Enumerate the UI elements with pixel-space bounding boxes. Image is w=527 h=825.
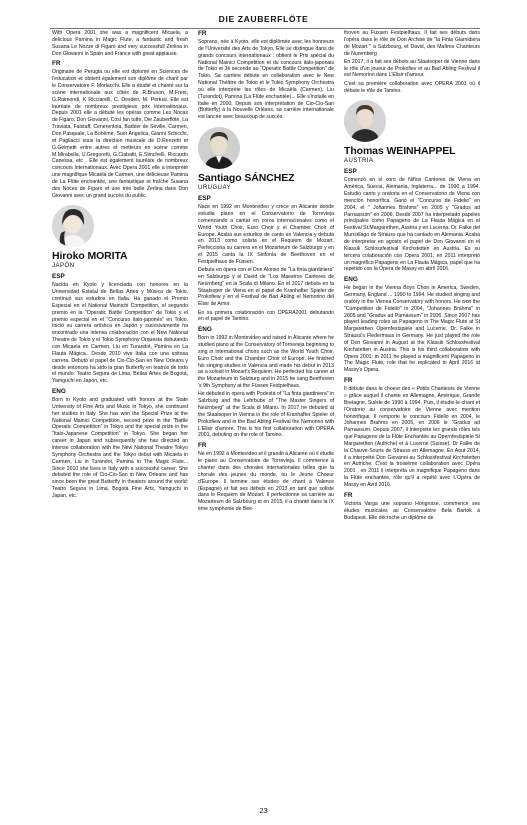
intro-en-paragraph: With Opera 2001 she was a magnificent Micaela, a delicious Pamina in Magic Flute, a fantastic and fresh Susana Le Nozze di Figaro and very successfull Zerlina in Don Giovanni in Spain and France with great applause. <box>52 30 188 57</box>
fr-continued-paragraph-2: En 2017, il a fait ses débuts au Staatsoper de Vienne dans le rôle d'un joueur de Prokofiev et au Bad Abling Festival il est Nemorino dans L'Elisir d'amour. <box>344 58 480 79</box>
singer-photo-sanchez <box>198 127 240 169</box>
singer-name-sanchez: Santiago SÁNCHEZ <box>198 172 295 185</box>
header-divider <box>50 28 480 29</box>
eng-paragraph-2: He debuted in opera with Podestà of "La finta giardiniera" in Salzburg and the Lehrbube of "The Master Singers of Neürnberg" at the Scala di Milano. In 2017 he debuted at the Staatsoper in Vienna in the role of Kranhafter Spieler of Prokofiew and in the Bad Abling Festival the Nemorino with L'Elisir d'amore. This is his first collaboration with OPERA 2001, debuting on the role of Tamino. <box>198 391 334 439</box>
fr-paragraph: Soprano, née à Kyoto, elle est diplômée avec les honneurs de l'Université des Arts de Tokyo. Elle se distingue dans de grands concours internationaux : obtient le Prix spécial du National Mainici Competition et du concours italo-japonais de Tokio et 3è seconde au "Operatic Battle Competition" de Tokio. Sa carrière débute en collaboration avec le New National Théâtre de Tokio et le Tokio Symphony Orchestra où elle interprète les rôles de Micaëla (Carmen), Liu (Turandot), Pamina (La Flûte enchantée)... Elle s'installe en Italie en 2000. Depuis son interprétation de Cio-Cio-San (Butterfly) à la Nouvelle Orléans, sa carrière internationale est lancée avec beaucoup de succès. <box>198 39 334 121</box>
column-3 <box>344 30 480 523</box>
esp-label: ESP <box>344 168 357 176</box>
column-1 <box>52 30 188 501</box>
fr-label-2: FR <box>344 491 353 499</box>
singer-photo-morita <box>52 205 94 247</box>
eng-label: ENG <box>52 388 66 396</box>
eng-paragraph: He began in the Vienna Boys Choir in America, Sweden, Germany, England ... 1990 to 1994. He studied singing and oratory in the Vienna Conservatory with honors. He won the "Competition de Fidelio" in 2004, "Johannes Brahms" in 2005 and "Gradus ad Parnassum" in 2006. Since 2007 has played leading roles as Papageno in The Magic Flute at St Margarethen Opernfestspiele and Lucerne, Dr. Falke in Strauss's Fledermaus in Germany. He just played the role of Don Giovanni in August at the Klassik Schlossfestival Kirchstetten in Austria. This is his third collaboration with Opera 2001; in 2011 he played a magnificent Papageno in The Magic Flute, role that he replicated in April 2016 at Massy's Opera. <box>344 285 480 374</box>
singer-country-weinhappel: AUSTRIA <box>344 157 374 164</box>
singer-name-weinhappel: Thomas WEINHAPPEL <box>344 145 456 158</box>
singer-country-sanchez: URUGUAY <box>198 184 232 191</box>
fr-paragraph: Originaire de Perugia ou elle est diplomé en Sciences de l'education et obtient également son diplôme de chant par le Conservatoire F. Morlacchi. Elle a étudié et chanté sur la scène internationale aux côtés de R.Bruson, M.Freni, G.Raimondi, K Ricciarelli, C. Desderi, M. Pertusi. Elle est lauréate de nombreux prestigieux prix internationaux. Depuis 2001 elle a débuté les opéras comme Les Nocas de Figaro, Don Giovanni, Così fan tutte, Die Zauberflöte, La Traviata, Falstaff, Cenerentola, Barbier de Séville, Carmen, Don Pasquale, La Bohème, Suor Angelica, Gianni Schicchi, et Pagliacci sous la direction musicale de D.Renzetti et G.Gelmetti entre autres et metteurs en scène comme M.Mirabella, U.Gregoretti, G.Ciabatti, E.Stinchelli, Riccardo Canessa, etc . Elle est également lauréate de nombreux concours internationaux. Avec Opera 2001 elle a interprété une magnifique Micaela de Carmen, une délicieuse Pamina de La Flûte enchantée, une fantastique et fraîche Susana des Noces de Figaro et une très belle Zerlina dans Don Giovanni avec un grand succès du public. <box>52 69 188 199</box>
eng-paragraph: Born in Kyoto and graduated with honors at the State University of Fine Arts and Music in Tokyo, she continued her studies in Italy. She has won the Special Prize at the National Mainici Competition, second prize in the "Battle Operatic Competition" in Tokyo and the special prize in the "Italo-Japanese Competition" in Tokyo. She began her career in Japan and subsequently she has directed an intense collaboration with the New National Theatre Tokyo Symphony Orchestra and the Tokyo debut with Micaela in Carmen, Liu in Turandot, Pamina in The Magic Flute... Since 2010 she lives in Italy with a successful career. She debuted the role of Cio-Cio-San in New Orleans and has since been the great Butterfly in theaters around the world: Teatro Segura in Lima, Bogotá Fine Arts, Yamguchi in Japan, etc. <box>52 397 188 499</box>
singer-name-morita: Hiroko MORITA <box>52 250 128 263</box>
fr-label-2: FR <box>198 442 207 450</box>
esp-paragraph: Nacida en Kyoto y licenciada con honores en la Universidad Estatal de Bellas Artes y Música de Tokio, continuó sus estudios en Italia. Ha ganado el Premio Especial en el National Mainichi Competition, el segundo premio en la "Operatic Battle Competition" de Tokio y el premio especial en el "Concurso italo-japonés" en Tokio. Inició su carrera artística en Japón y sucesivamente ha encontrado una intensa colaboración con el New National Theatre de Tokio y el Tokio Symphony Orquesta dobutando con Micaela en Carmen, Liu en Turandot, Pamina en La Flauta Mágica.. Desde 2010 vive Italia con una exitosa carrera. Debutó el papel de Cio-Cio-San en New Orleans y desde entonces ha sido la gran Butterfly en teatros de todo el mundo: Teatro Segura de Lima, Bellas Artes de Bogotá, Yamguchi en Japón, etc. <box>52 282 188 385</box>
eng-label: ENG <box>344 276 358 284</box>
fr-paragraph-2: Né en 1992 à Montevideo et il grandit à Alicante où il étudie le piano au Conservatoire de Torrevieja. Il commence à chanter dans des chorales internationales telles que la chorale des jeunes du monde, ou le Jeune Choeur d'Europe. Il termine ses études de chant à Valence (Espagne) et fait ses débuts en 2013 en tant que soliste dans le Requiem de Mozart. Il perfectionne sa carrière au Mozarteum de Salzbourg et en 2015, il a chanté dans la IX ème symphonie de Bee- <box>198 451 334 513</box>
esp-label: ESP <box>52 273 65 281</box>
fr-label: FR <box>52 60 61 68</box>
esp-paragraph-3: En su primera colaboración con OPERA2001 debutando en el papel de Tamino. <box>198 309 334 323</box>
column-2 <box>198 30 334 514</box>
esp-paragraph-2: Debuta en ópera con el Don Alonso de "La finta giardiniera" en Salzburgo y el David de "Los Maestros Cantores de Neürnberg" en la Scala di Milano. En el 2017 debuta en la Staatsoper de Viena en el papel de Kranhafter Spieler de Prokofiew y en el Festival de Bad Ábling el Nemorino del Elixir de Amor. <box>198 267 334 308</box>
eng-paragraph: Born in 1992 in Montevideo and raised in Alicante where he studied piano at the Conservatory of Torrevieja beginning to sing in international choirs such as the World Youth Choir, Euro Choir and the Chamber Choir of Europe. He finished his singing studies in Valencia and made his debut in 2013 as a soloist in Mozart's Requiem. He perfected his career at the Mozarteum in Salzburg and in 2015 he sang Beethoven 's 9th Symphony at the Füssen Festpielhaus. <box>198 335 334 390</box>
esp-paragraph: Comenzó en el coro de Niños Cantores de Viena en América, Suecia, Alemania, Inglaterra... de 1990 a 1994. Estudió canto y oratoria en el Conservatorio de Viena con mención honorífica. Ganó el "Concurso de Fidelio" en 2004, el " Johannes Brahms" en 2005 y "Gradus ad Parnassum" en 2006. Desde 2007 ha interpretado papeles principales como Papageno de La Flauta Mágica en el Festival St.Margarethen, Austria y en Lucerna, Dr. Falke del Murciélago de Strauss que ha cantado en Alemania. Acaba de interpretar en agosto el papel de Don Giovanni en el Klassik Schlossfestival Kirchstetten en Austria. Es su tercera colaboración con Opera 2001; en 2011 interpretó un magnífico Papageno en La Flauta Mágica, papel que ha repetido con la Ópera de Massy en abril 2016. <box>344 177 481 273</box>
fr-continued-paragraph-3: C'est sa première collaboration avec OPERA 2001 où il débute le rôle de Tamino. <box>344 80 480 94</box>
esp-paragraph: Nace en 1992 en Montevideo y crece en Alicante donde estudia piano en el Conservatorio de Torrevieja comenzando a cantar en coros internacionales como el World Youth Choir, Euro Choir y el Chamber Choir of Europe. Acaba sus estudios de canto en Valencia y debuta en 2013 como solista en el Requiem de Mozart. Perfecciona su carrera en el Mozarteum de Salzburgo y en el 2015 canta la IX Sinfonía de Beethoven en el Festpielhaus de Füssen. <box>198 204 334 265</box>
fr-paragraph-2: Victoria Varga une soprano Hongroise, commence ses études musicales au Conservatoire Bela Bartok à Budapest. Elle décroche un diplôme de <box>344 500 480 521</box>
singer-country-morita: JAPÓN <box>52 262 75 269</box>
fr-continued-paragraph: thoven au Füssen Festpielhaus. Il fait ses débuts dans l'opéra dans le rôle de Don Archise de "la Finta Giarnidiera de Mozart " à Salzbourg, et David, des Maîtres Chanteurs de Nuremberg <box>344 30 480 57</box>
esp-label: ESP <box>198 195 211 203</box>
page-number: 23 <box>259 806 268 815</box>
eng-label: ENG <box>198 326 212 334</box>
fr-label: FR <box>198 30 207 37</box>
fr-label: FR <box>344 377 353 385</box>
page-header: DIE ZAUBERFLÖTE <box>218 14 309 24</box>
fr-paragraph: Il débute dans le choeur des « Petits Chanteurs de Vienne » grâce auquel il chante en Allemagne, Amérique, Grande Bretagne, Suède de 1990 à 1994. Puis, il étudie le chant et l'Oratorio au conservatoire de Vienne avec mention honorifique. Il remporte le concours Fidelio en 2004, le Johannes Brahms en 2005, en 2006 le "Gradus ad Parnassum. Depuis 2007, il interprète les grands rôles tels que Papageno de la Flûte Enchantée au Opernfestspiele St Margarethen (Autriche) et à Lucerne (Suisse). Dr Falke de la Chauve-Souris de Strauss en Allemagne. En Aout 2014, il a interprété Don Giovanni au Schlossfestival Kirchstetten en Autriche. C'est la troisième collaboration avec Opéra 2001 , en 2011 il interpréta un magnifique Papageno dans la Flûte enchantée, rôle qu'il a repété avec L'Opéra de Massy en Avril 2016. <box>344 386 480 488</box>
singer-photo-weinhappel <box>344 100 386 142</box>
